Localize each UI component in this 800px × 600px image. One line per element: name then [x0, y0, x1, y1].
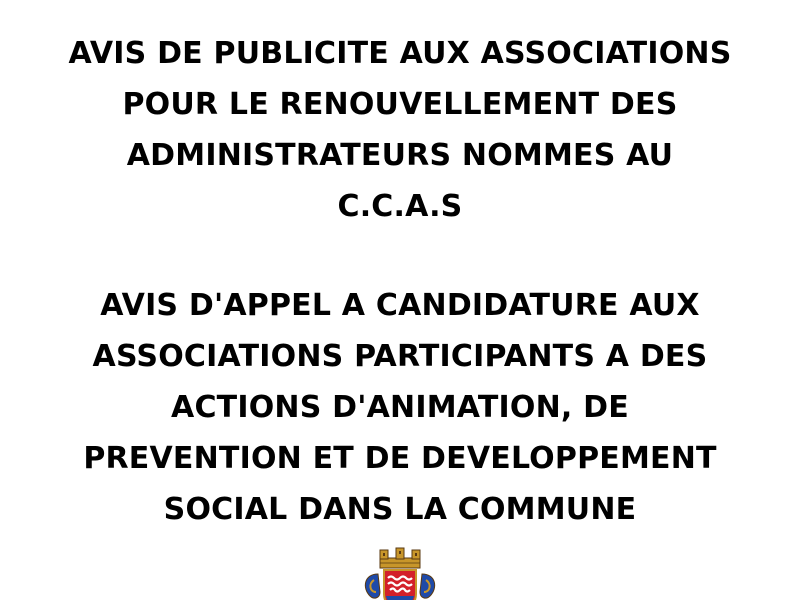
notice-line: ADMINISTRATEURS NOMMES AU — [126, 138, 674, 173]
notice-renouvellement-ccas — [0, 28, 800, 232]
notice-line: AVIS DE PUBLICITE AUX ASSOCIATIONS — [68, 36, 732, 71]
notice-line: AVIS D'APPEL A CANDIDATURE AUX — [100, 288, 700, 323]
notice-appel-candidature — [0, 280, 800, 535]
municipal-coat-of-arms-icon — [350, 544, 450, 600]
notice-line: PREVENTION ET DE DEVELOPPEMENT — [83, 441, 717, 476]
notice-line: ACTIONS D'ANIMATION, DE — [171, 390, 629, 425]
crown-icon — [380, 548, 420, 568]
notice-line: C.C.A.S — [337, 189, 463, 224]
notice-line: SOCIAL DANS LA COMMUNE — [163, 492, 637, 527]
notice-line: POUR LE RENOUVELLEMENT DES — [122, 87, 678, 122]
notice-line: ASSOCIATIONS PARTICIPANTS A DES — [92, 339, 708, 374]
